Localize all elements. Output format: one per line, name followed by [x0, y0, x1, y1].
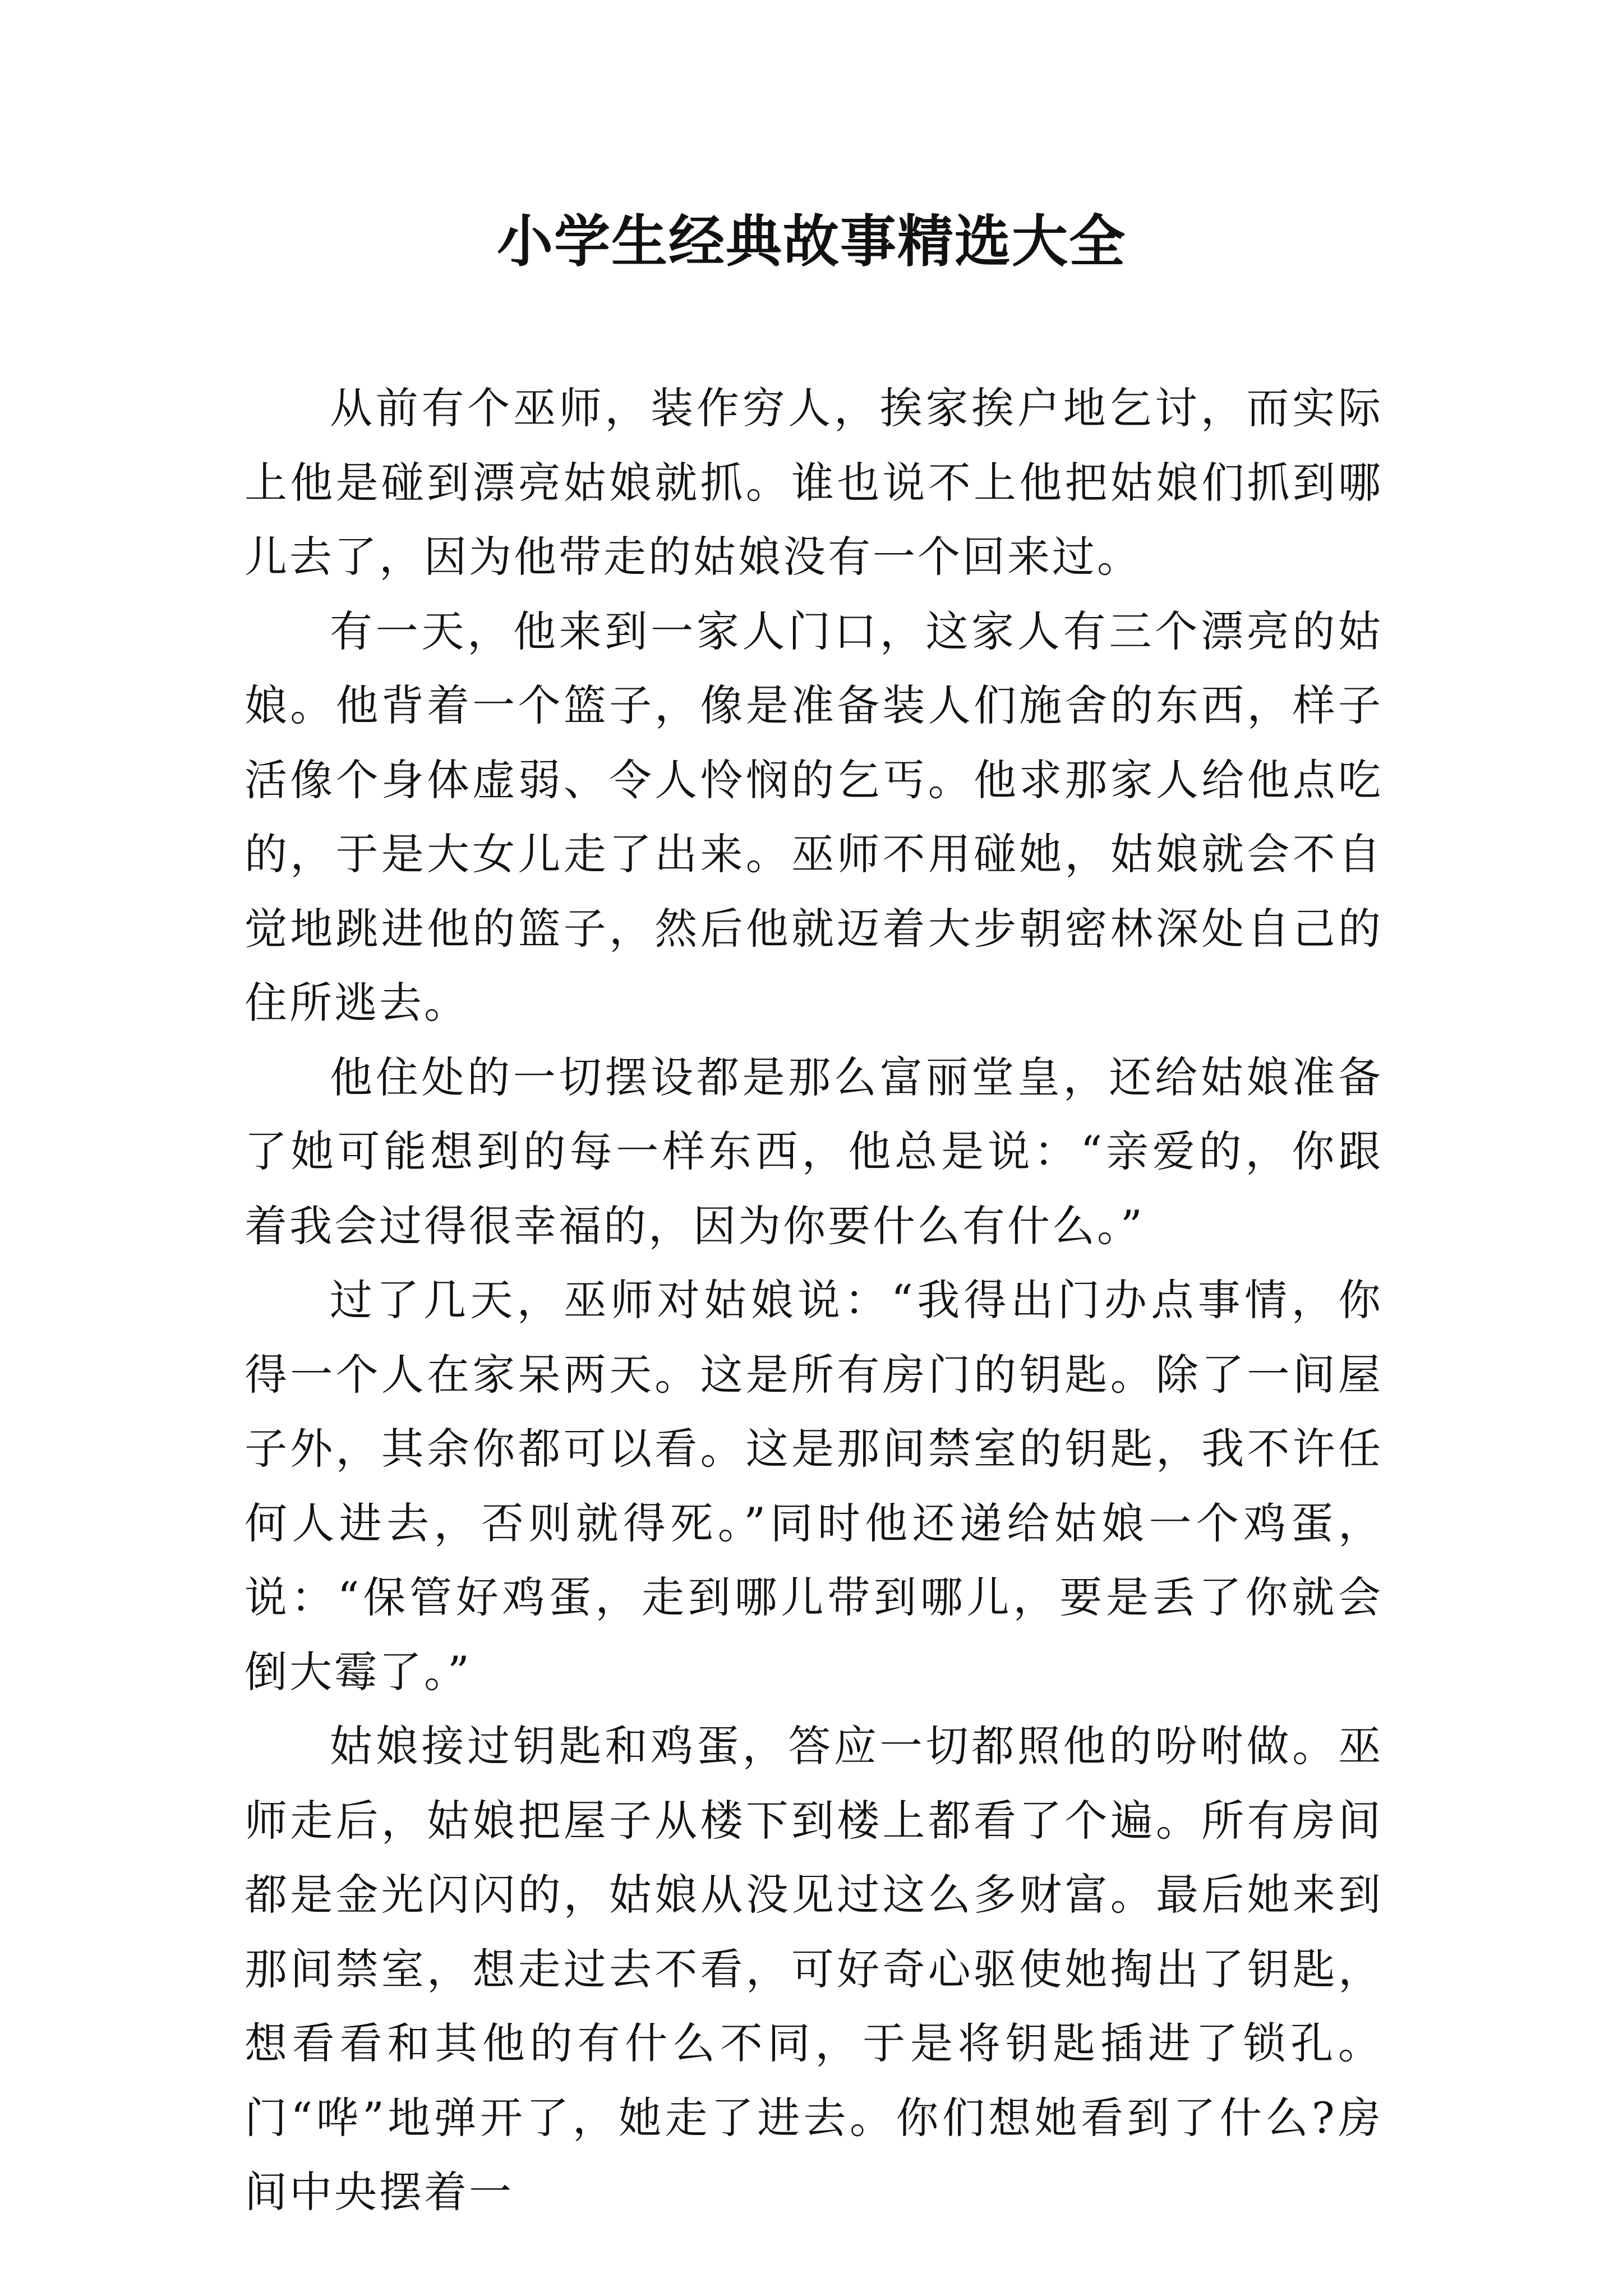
paragraph: 姑娘接过钥匙和鸡蛋，答应一切都照他的吩咐做。巫师走后，姑娘把屋子从楼下到楼上都看了个遍。所有房间都是金光闪闪的，姑娘从没见过这么多财富。最后她来到那间禁室，想走过去不看，可好奇心驱使她掏出了钥匙，想看看和其他的有什么不同，于是将钥匙插进了锁孔。门“哗”地弹开了，她走了进去。你们想她看到了什么?房间中央摆着一 [245, 1721, 1383, 2217]
document-title: 小学生经典故事精选大全 [497, 208, 1126, 274]
paragraph: 从前有个巫师，装作穷人，挨家挨户地乞讨，而实际上他是碰到漂亮姑娘就抓。谁也说不上他把姑娘们抓到哪儿去了，因为他带走的姑娘没有一个回来过。 [245, 383, 1383, 582]
document-body [245, 371, 1383, 2230]
paragraph: 过了几天，巫师对姑娘说：“我得出门办点事情，你得一个人在家呆两天。这是所有房门的钥匙。除了一间屋子外，其余你都可以看。这是那间禁室的钥匙，我不许任何人进去，否则就得死。”同时他还递给姑娘一个鸡蛋，说：“保管好鸡蛋，走到哪儿带到哪儿，要是丢了你就会倒大霉了。” [245, 1275, 1383, 1697]
paragraph: 有一天，他来到一家人门口，这家人有三个漂亮的姑娘。他背着一个篮子，像是准备装人们施舍的东西，样子活像个身体虚弱、令人怜悯的乞丐。他求那家人给他点吃的，于是大女儿走了出来。巫师不用碰她，姑娘就会不自觉地跳进他的篮子，然后他就迈着大步朝密林深处自己的住所逃去。 [245, 606, 1383, 1028]
paragraph: 他住处的一切摆设都是那么富丽堂皇，还给姑娘准备了她可能想到的每一样东西，他总是说：“亲爱的，你跟着我会过得很幸福的，因为你要什么有什么。” [245, 1052, 1383, 1251]
